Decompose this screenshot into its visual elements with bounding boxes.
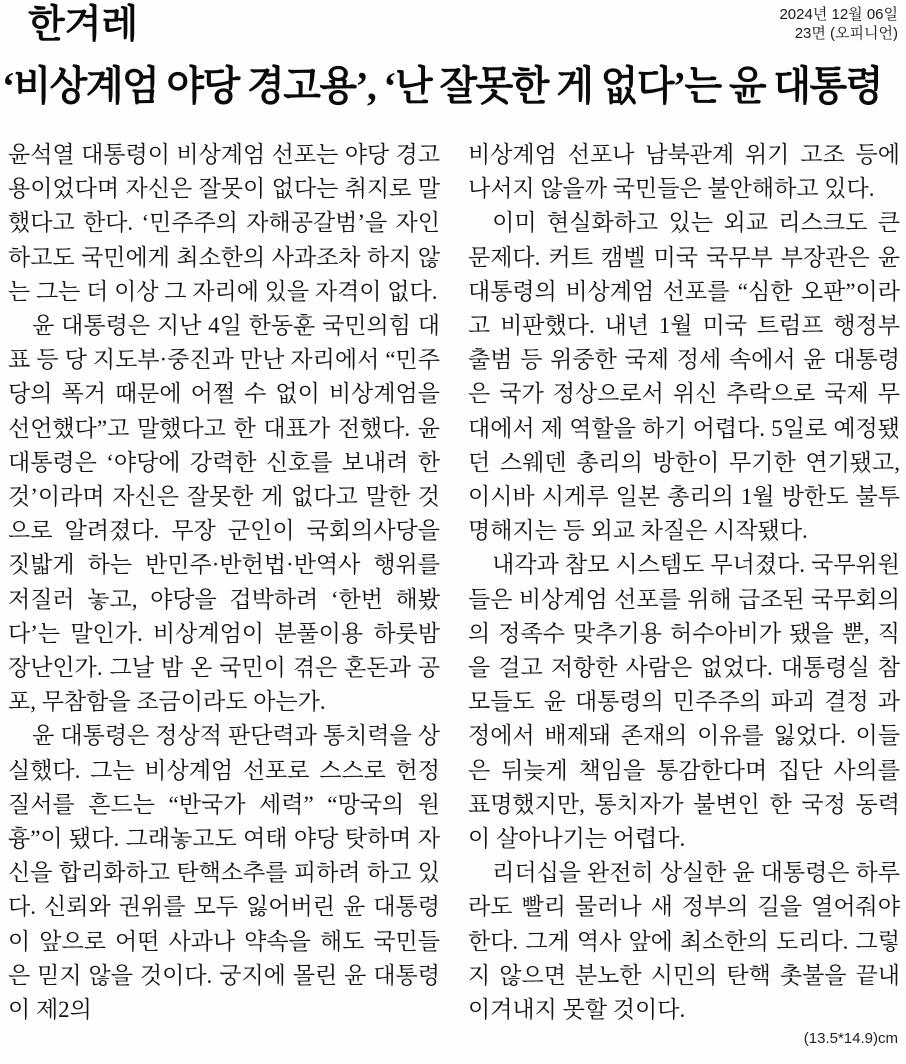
article-column-right [468, 138, 900, 1027]
paragraph: 윤 대통령은 지난 4일 한동훈 국민의힘 대표 등 당 지도부·중진과 만난 자리에서 “민주당의 폭거 때문에 어쩔 수 없이 비상계엄을 선언했다”고 말했다고 한 대표가 전했다. 윤 대통령은 ‘야당에 강력한 신호를 보내려 한 것’이라며 자신은 잘못한 게 없다고 말한 것으로 알려졌다. 무장 군인이 국회의사당을 짓밟게 하는 반민주·반헌법·반역사 행위를 저질러 놓고, 야당을 겁박하려 ‘한번 해봤다’는 말인가. 비상계엄이 분풀이용 하룻밤 장난인가. 그날 밤 온 국민이 겪은 혼돈과 공포, 무참함을 조금이라도 아는가. [8, 313, 440, 715]
paragraph: 이미 현실화하고 있는 외교 리스크도 큰 문제다. 커트 캠벨 미국 국무부 부장관은 윤 대통령의 비상계엄 선포를 “심한 오판”이라고 비판했다. 내년 1월 미국 트럼프 행정부 출범 등 위중한 국제 정세 속에서 윤 대통령은 국가 정상으로서 위신 추락으로 국제 무대에서 제 역할을 하기 어렵다. 5일로 예정됐던 스웨덴 총리의 방한이 무기한 연기됐고, 이시바 시게루 일본 총리의 1월 방한도 불투명해지는 등 외교 차질은 시작됐다. [468, 210, 900, 544]
page-section-info: 23면 (오피니언) [794, 25, 898, 42]
hankyoreh-logo: 한겨레 [28, 3, 139, 47]
article-column-left [8, 138, 440, 1027]
article-body [8, 138, 900, 1027]
publication-date: 2024년 12월 06일 [779, 6, 898, 23]
paragraph: 리더십을 완전히 상실한 윤 대통령은 하루라도 빨리 물러나 새 정부의 길을 열어줘야 한다. 그게 역사 앞에 최소한의 도리다. 그렇지 않으면 분노한 시민의 탄핵 촛불을 끝내 이겨내지 못할 것이다. [468, 860, 900, 1023]
date-block [779, 4, 898, 43]
paragraph: 비상계엄 선포나 남북관계 위기 고조 등에 나서지 않을까 국민들은 불안해하고 있다. [468, 142, 900, 202]
clipping-size-note: (13.5*14.9)cm [803, 1030, 898, 1047]
article-headline: ‘비상계엄 야당 경고용’, ‘난 잘못한 게 없다’는 윤 대통령 [2, 64, 882, 109]
paragraph: 내각과 참모 시스템도 무너졌다. 국무위원들은 비상계엄 선포를 위해 급조된 국무회의의 정족수 맞추기용 허수아비가 됐을 뿐, 직을 걸고 저항한 사람은 없었다. 대통령실 참모들도 윤 대통령의 민주주의 파괴 결정 과정에서 배제돼 존재의 이유를 잃었다. 이들은 뒤늦게 책임을 통감한다며 집단 사의를 표명했지만, 통치자가 불변인 한 국정 동력이 살아나기는 어렵다. [468, 552, 900, 852]
page-header [0, 0, 906, 56]
paragraph: 윤석열 대통령이 비상계엄 선포는 야당 경고용이었다며 자신은 잘못이 없다는 취지로 말했다고 한다. ‘민주주의 자해공갈범’을 자인하고도 국민에게 최소한의 사과조차 하지 않는 그는 더 이상 그 자리에 있을 자격이 없다. [8, 142, 440, 304]
paragraph: 윤 대통령은 정상적 판단력과 통치력을 상실했다. 그는 비상계엄 선포로 스스로 헌정 질서를 흔드는 “반국가 세력” “망국의 원흉”이 됐다. 그래놓고도 여태 야당 탓하며 자신을 합리화하고 탄핵소추를 피하려 하고 있다. 신뢰와 권위를 모두 잃어버린 윤 대통령이 앞으로 어떤 사과나 약속을 해도 국민들은 믿지 않을 것이다. 궁지에 몰린 윤 대통령이 제2의 [8, 723, 440, 1023]
